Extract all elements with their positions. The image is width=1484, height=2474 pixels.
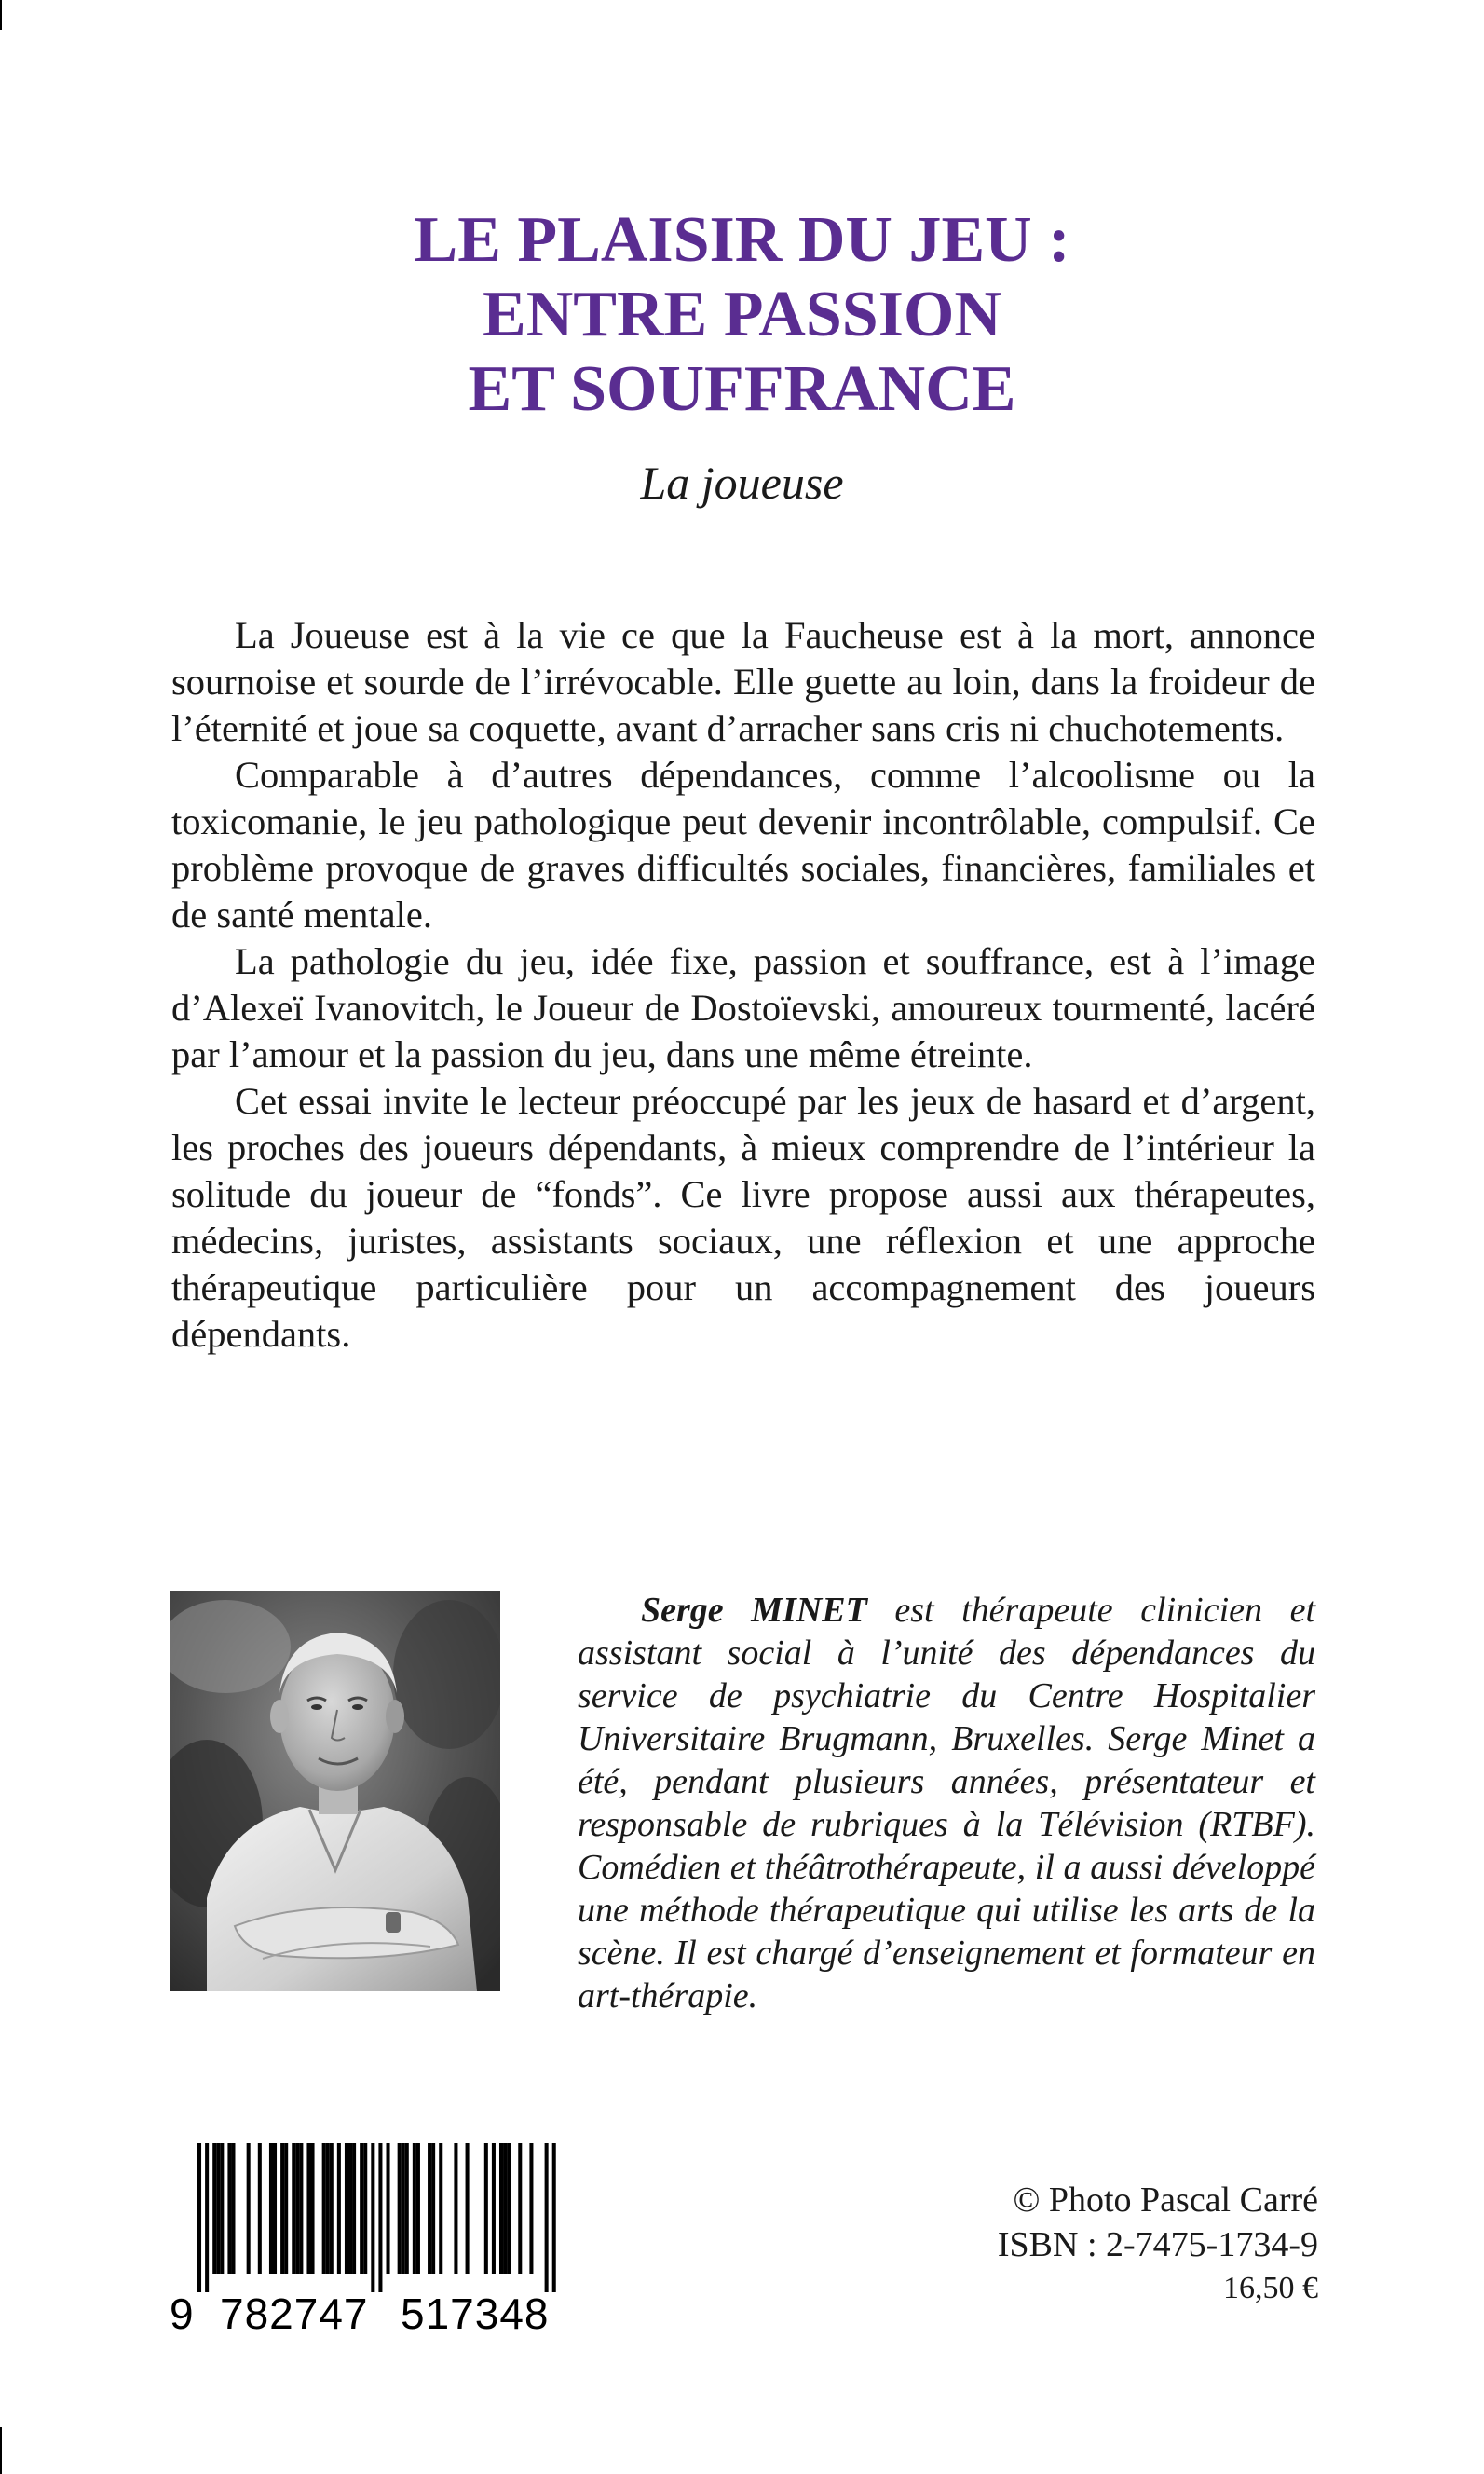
barcode-bar (371, 2143, 374, 2292)
barcode-bar (337, 2143, 341, 2274)
title-line: ENTRE PASSION (483, 279, 1001, 350)
barcode-left-group: 782747 (220, 2289, 369, 2338)
barcode-bar (503, 2143, 507, 2274)
blurb-paragraph: Cet essai invite le lecteur préoccupé par les jeux de hasard et d’argent, les proches des joueurs dépendants, à mieux comprendre de l’intérieur la solitude du joueur de “fonds”. Ce livre propose aussi aux thérapeutes, médecins, juristes, assistants sociaux, une réflexion et une approche thérapeutique particulière pour un accompagnement des joueurs dépendants. (171, 1080, 1315, 1355)
crop-mark-top (0, 0, 2, 30)
barcode-bar (492, 2143, 496, 2274)
barcode-bar (454, 2143, 457, 2274)
barcode-bar (499, 2143, 503, 2274)
blurb-paragraph: La pathologie du jeu, idée fixe, passion et souffrance, est à l’image d’Alexeï Ivanovitch, le Joueur de Dostoïevski, amoureux tourmenté, lacéré par l’amour et la passion du jeu, dans une même étreinte. (171, 940, 1315, 1075)
barcode-bar (258, 2143, 262, 2274)
author-portrait-image (170, 1591, 500, 1991)
back-cover-blurb (171, 612, 1315, 1358)
barcode-bar (295, 2143, 299, 2274)
barcode-bar (413, 2143, 416, 2274)
blurb-paragraph: Comparable à d’autres dépendances, comme l’alcoolisme ou la toxicomanie, le jeu pathologique peut devenir incontrôlable, compulsif. Ce problème provoque de graves difficultés sociales, financières, familiales et de santé mentale. (171, 754, 1315, 936)
barcode-bar (402, 2143, 405, 2274)
barcode-bar (352, 2143, 356, 2274)
author-bio (578, 1589, 1315, 2017)
barcode-bar (205, 2143, 209, 2292)
barcode-bar (330, 2143, 334, 2274)
barcode-bar (484, 2143, 488, 2274)
barcode-bar (518, 2143, 522, 2274)
barcode-bar (552, 2143, 556, 2292)
author-bio-text: est thérapeute clinicien et assistant social à l’unité des dépendances du service de psychiatrie du Centre Hospitalier Universitaire Brugmann, Bruxelles. Serge Minet a été, pendant plusieurs années, présentateur et responsable de rubriques à la Télévision (RTBF). Comédien et théâtrothérapeute, il a aussi développé une méthode thérapeutique qui utilise les arts de la scène. Il est chargé d’enseignement et formateur en art-thérapie. (578, 1591, 1316, 2016)
crop-mark-bottom (0, 2427, 2, 2474)
title-line: ET SOUFFRANCE (468, 353, 1016, 425)
barcode-first-digit: 9 (170, 2289, 194, 2338)
barcode-bar (348, 2143, 352, 2274)
barcode-bar (292, 2143, 295, 2274)
barcode-bar (466, 2143, 470, 2274)
barcode-bar (360, 2143, 363, 2274)
barcode-bar (311, 2143, 315, 2274)
barcode-bar (247, 2143, 251, 2274)
barcode-bar (545, 2143, 549, 2292)
isbn-number: ISBN : 2-7475-1734-9 (997, 2225, 1318, 2264)
barcode-bar (387, 2143, 390, 2274)
barcode-right-group: 517348 (401, 2289, 550, 2338)
price: 16,50 € (1223, 2271, 1318, 2305)
barcode-bar (231, 2143, 235, 2274)
barcode-bar (273, 2143, 277, 2274)
barcode-bar (507, 2143, 511, 2274)
barcode-bar (363, 2143, 367, 2274)
barcode-bar (345, 2143, 348, 2274)
barcode-bar (428, 2143, 431, 2274)
book-subtitle: La joueuse (640, 457, 844, 509)
barcode-bar (220, 2143, 224, 2274)
blurb-paragraph: La Joueuse est à la vie ce que la Faucheuse est à la mort, annonce sournoise et sourde de l’irrévocable. Elle guette au loin, dans la froideur de l’éternité et joue sa coquette, avant d’arracher sans cris ni chuchotements. (171, 614, 1315, 749)
barcode-bar (326, 2143, 330, 2274)
barcode-bar (299, 2143, 303, 2274)
barcode-bar (212, 2143, 216, 2274)
barcode-bar (529, 2143, 533, 2274)
author-name: Serge MINET (641, 1591, 867, 1630)
credits-block (998, 2178, 1318, 2310)
book-title (0, 203, 1484, 427)
barcode-digits (170, 2289, 579, 2338)
barcode-bar (280, 2143, 284, 2274)
barcode-bar (378, 2143, 382, 2292)
barcode-bar (405, 2143, 409, 2274)
barcode-bar (439, 2143, 442, 2274)
barcode-bar (322, 2143, 326, 2274)
photo-credit: © Photo Pascal Carré (1013, 2180, 1318, 2220)
barcode-bar (269, 2143, 273, 2274)
barcode-bar (398, 2143, 402, 2274)
barcode-bar (306, 2143, 310, 2274)
barcode-bar (416, 2143, 420, 2274)
barcode-bar (431, 2143, 435, 2274)
barcode-bar (284, 2143, 288, 2274)
barcode-bar (227, 2143, 231, 2274)
title-line: LE PLAISIR DU JEU : (414, 204, 1070, 276)
barcode-bars (170, 2143, 579, 2292)
isbn-barcode (170, 2143, 579, 2341)
barcode-bar (216, 2143, 220, 2274)
author-photo (170, 1591, 500, 1991)
barcode-bar (197, 2143, 201, 2292)
